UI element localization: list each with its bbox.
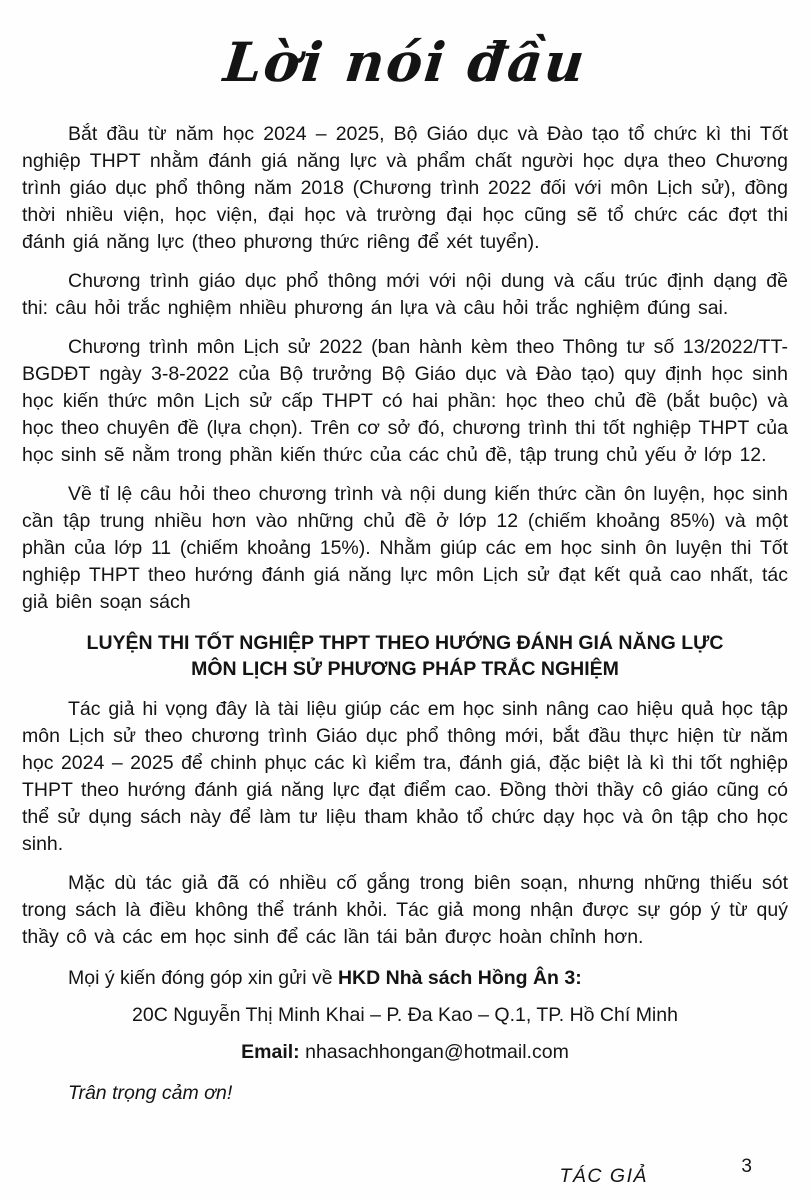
paragraph-question-ratio: Về tỉ lệ câu hỏi theo chương trình và nội dung kiến thức cần ôn luyện, học sinh cần tập trung nhiều hơn vào những chủ đề ở lớp 12 (chiếm khoảng 85%) và một phần của lớp 11 (chiếm khoảng 15%). Nhằm giúp các em học sinh ôn luyện thi Tốt nghiệp THPT theo hướng đánh giá năng lực môn Lịch sử đạt kết quả cao nhất, tác giả biên soạn sách xyxy=(22,482,788,613)
paragraph-intro-exam: Bắt đầu từ năm học 2024 – 2025, Bộ Giáo dục và Đào tạo tổ chức kì thi Tốt nghiệp THPT nhằm đánh giá năng lực và phẩm chất người học dựa theo Chương trình giáo dục phổ thông năm 2018 (Chương trình 2022 đối với môn Lịch sử), đồng thời nhiều viện, học viện, đại học và trường đại học cũng sẽ tổ chức các đợt thi đánh giá năng lực (theo phương thức riêng để xét tuyển). xyxy=(22,122,788,253)
closing-thanks: Trân trọng cảm ơn! xyxy=(68,1081,233,1104)
email-label: Email: xyxy=(241,1040,300,1063)
paragraph-apology: Mặc dù tác giả đã có nhiều cố gắng trong biên soạn, nhưng những thiếu sót trong sách là điều không thể tránh khỏi. Tác giả mong nhận được sự góp ý từ quý thầy cô và các em học sinh để các lần tái bản được hoàn chỉnh hơn. xyxy=(22,871,788,948)
book-title-heading xyxy=(22,630,788,682)
book-title-line1: LUYỆN THI TỐT NGHIỆP THPT THEO HƯỚNG ĐÁNH GIÁ NĂNG LỰC xyxy=(86,631,724,654)
author-signature: TÁC GIẢ xyxy=(559,1164,648,1187)
contact-intro-line xyxy=(22,965,788,992)
page-title: Lời nói đầu xyxy=(220,30,590,94)
bookstore-name: HKD Nhà sách Hồng Ân 3: xyxy=(337,966,582,989)
paragraph-author-hope: Tác giả hi vọng đây là tài liệu giúp các em học sinh nâng cao hiệu quả học tập môn Lịch sử theo chương trình Giáo dục phổ thông mới, bắt đầu thực hiện từ năm học 2024 – 2025 để chinh phục các kì kiểm tra, đánh giá, đặc biệt là kì thi tốt nghiệp THPT theo hướng đánh giá năng lực đạt điểm cao. Đồng thời thầy cô giáo cũng có thể sử dụng sách này để làm tư liệu tham khảo tổ chức dạy học và ôn tập cho học sinh. xyxy=(22,697,788,855)
contact-intro-text: Mọi ý kiến đóng góp xin gửi về xyxy=(68,966,338,989)
page-number: 3 xyxy=(741,1156,752,1177)
bookstore-address: 20C Nguyễn Thị Minh Khai – P. Đa Kao – Q.1, TP. Hồ Chí Minh xyxy=(132,1003,678,1026)
book-title-line2: MÔN LỊCH SỬ PHƯƠNG PHÁP TRẮC NGHIỆM xyxy=(191,657,619,680)
contact-email-line xyxy=(22,1039,788,1066)
paragraph-curriculum-2022: Chương trình môn Lịch sử 2022 (ban hành kèm theo Thông tư số 13/2022/TT-BGDĐT ngày 3-8-2022 của Bộ trưởng Bộ Giáo dục và Đào tạo) quy định học sinh học kiến thức môn Lịch sử cấp THPT có hai phần: học theo chủ đề (bắt buộc) và học theo chuyên đề (lựa chọn). Trên cơ sở đó, chương trình thi tốt nghiệp THPT của học sinh sẽ nằm trong phần kiến thức của các chủ đề, tập trung chủ yếu ở lớp 12. xyxy=(22,335,788,466)
email-address: nhasachhongan@hotmail.com xyxy=(305,1040,569,1063)
paragraph-exam-format: Chương trình giáo dục phổ thông mới với nội dung và cấu trúc định dạng đề thi: câu hỏi trắc nghiệm nhiều phương án lựa và câu hỏi trắc nghiệm đúng sai. xyxy=(22,269,788,319)
